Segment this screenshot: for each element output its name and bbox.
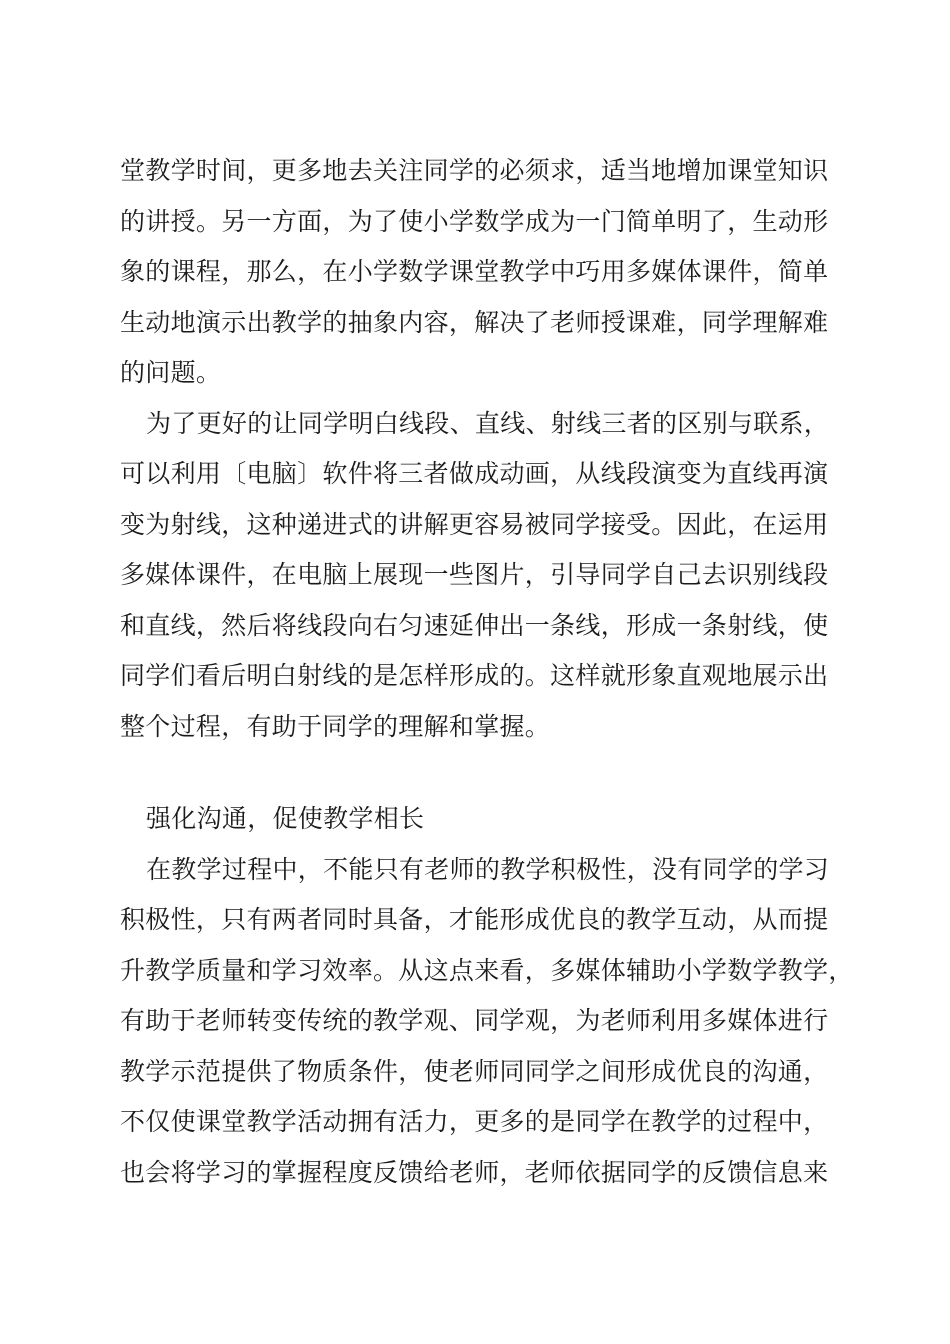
paragraph-2-line: 同学们看后明白射线的是怎样形成的。这样就形象直观地展示出 [120,661,829,690]
paragraph-2-line: 和直线，然后将线段向右匀速延伸出一条线，形成一条射线，使 [120,610,829,640]
paragraph-2-line: 整个过程，有助于同学的理解和掌握。 [120,711,551,741]
paragraph-3 [120,845,854,1199]
section-spacer [120,752,832,794]
document-page [120,146,854,1198]
paragraph-3-line: 升教学质量和学习效率。从这点来看，多媒体辅助小学数学教学， [120,955,854,985]
paragraph-3-line: 不仅使课堂教学活动拥有活力，更多的是同学在教学的过程中， [120,1107,829,1136]
paragraph-3-line: 也会将学习的掌握程度反馈给老师，老师依据同学的反馈信息来 [120,1157,829,1187]
paragraph-2 [120,399,832,753]
paragraph-1-line: 堂教学时间，更多地去关注同学的必须求，适当地增加课堂知识 [120,156,829,185]
paragraph-3-line: 教学示范提供了物质条件，使老师同同学之间形成优良的沟通， [120,1056,829,1086]
section-heading: 强化沟通，促使教学相长 [146,804,425,833]
paragraph-2-line: 可以利用〔电脑〕软件将三者做成动画，从线段演变为直线再演 [120,459,829,488]
paragraph-2-line: 为了更好的让同学明白线段、直线、射线三者的区别与联系， [146,408,830,438]
paragraph-2-line: 多媒体课件，在电脑上展现一些图片，引导同学自己去识别线段 [120,560,829,589]
paragraph-2-line: 变为射线，这种递进式的讲解更容易被同学接受。因此，在运用 [120,509,829,539]
paragraph-1-line: 的讲授。另一方面，为了使小学数学成为一门简单明了，生动形 [120,206,829,236]
paragraph-1 [120,146,832,399]
paragraph-1-line: 的问题。 [120,358,222,387]
paragraph-1-line: 象的课程，那么，在小学数学课堂教学中巧用多媒体课件，简单 [120,257,829,286]
paragraph-3-line: 积极性，只有两者同时具备，才能形成优良的教学互动，从而提 [120,905,829,934]
paragraph-3-line: 有助于老师转变传统的教学观、同学观，为老师利用多媒体进行 [120,1006,829,1035]
paragraph-1-line: 生动地演示出教学的抽象内容，解决了老师授课难，同学理解难 [120,307,829,337]
paragraph-3-line: 在教学过程中，不能只有老师的教学积极性，没有同学的学习 [146,854,830,884]
